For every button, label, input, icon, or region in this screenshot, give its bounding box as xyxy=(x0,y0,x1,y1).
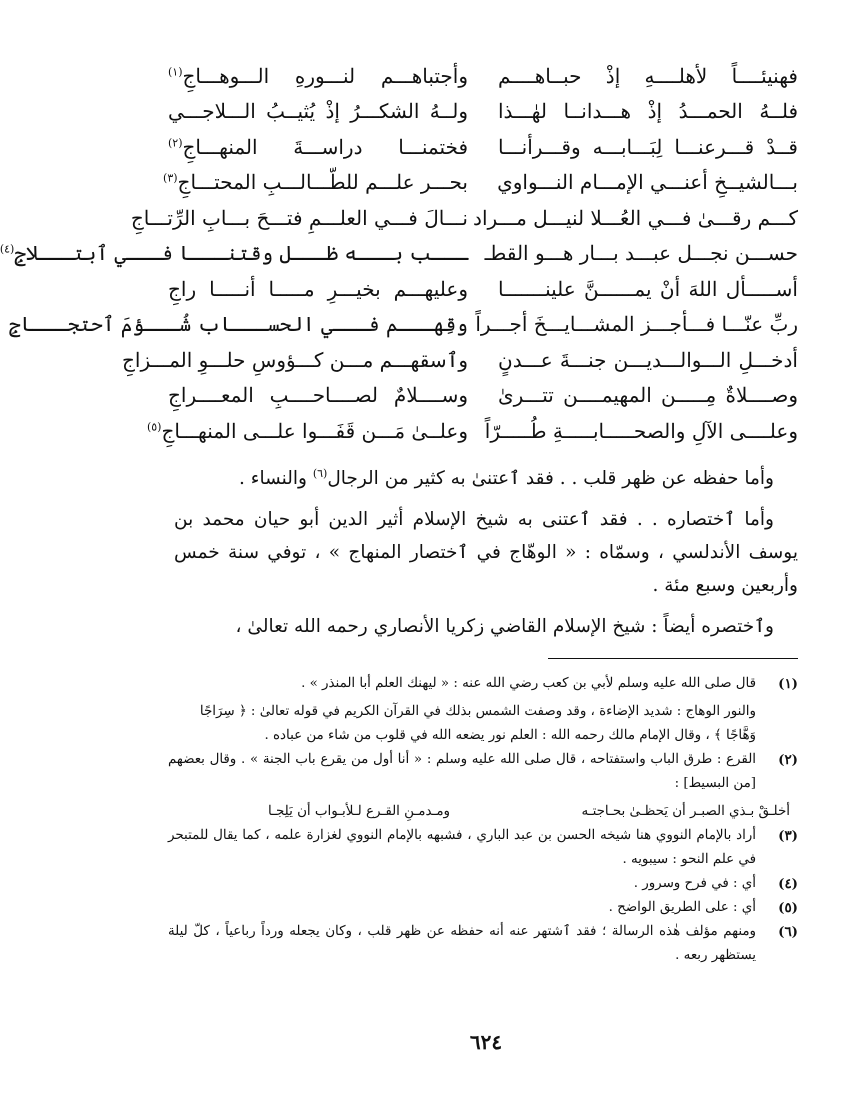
footnote-1-continuation xyxy=(168,700,798,748)
footnote-marker: (٥) xyxy=(146,420,162,434)
footnote-number: (٦) xyxy=(778,924,798,940)
paragraph-text-end: والنساء . xyxy=(239,468,313,489)
verse-second-hemistich xyxy=(146,418,468,443)
hemistich-text: بحـــر علـــم للطّـــالـــبِ المحتـــاجِ xyxy=(177,170,468,195)
verse-first-hemistich: أســـــأل اللهَ أنْ يمــــــنَّ علينـــــــا xyxy=(498,276,798,301)
footnote-marker: (١) xyxy=(168,65,183,79)
footnote-marker: (٦) xyxy=(312,466,328,480)
poem-verse xyxy=(130,200,798,236)
poem-verse xyxy=(122,342,798,378)
paragraph-text: وأما حفظه عن ظهر قلب . . فقد ٱعتنىٰ به كثير من الرجال xyxy=(327,468,774,489)
hemistich-text: وقِهـــم فـــي الحســـاب شُـــؤمَ ٱحتجـــاجِ xyxy=(8,312,468,337)
verse-second-hemistich xyxy=(168,383,468,408)
verse-first-hemistich: بـــالشيــخِ أعنـــي الإمـــام النـــواوي xyxy=(497,170,798,195)
hemistich-text: وعلــىٰ مَـــن قَفَـــوا علـــى المنهـــاجِ xyxy=(161,418,468,443)
verse-second-hemistich xyxy=(130,205,468,230)
footnote-verse xyxy=(168,796,798,824)
poem-verse xyxy=(168,58,798,94)
verse-first-hemistich: كـــم رقـــىٰ فـــي العُـــلا لنيـــل مـــراد xyxy=(473,205,798,230)
hemistich-text: وأجتباهـــم لنـــورهِ الـــوهـــاجِ xyxy=(182,63,468,88)
footnote-separator xyxy=(548,658,798,659)
verse-second-hemistich xyxy=(168,134,468,159)
footnote-marker: (٢) xyxy=(168,136,183,150)
verse-second-hemistich xyxy=(163,170,468,195)
hemistich-text: ـــب بـــه ظـــل وقتنـــا فـــي ٱبتـــلاجِ xyxy=(14,241,468,266)
verse-second-hemistich xyxy=(8,312,468,337)
poem-verse xyxy=(163,165,798,201)
verse-second-hemistich xyxy=(122,347,468,372)
verse-second-hemistich xyxy=(168,276,468,301)
footnote-number: (٥) xyxy=(778,900,798,916)
verse-first-hemistich: وعلــــى الآلِ والصحـــــابـــــةِ طُـــــرّاً xyxy=(484,418,798,443)
verse-first-hemistich: قــدْ قـــرعنـــا لِبَـــابـــه وقـــرأنـــا xyxy=(498,134,798,159)
footnote-number: (٣) xyxy=(778,828,798,844)
hemistich-text: وعليهـــم بخيـــرِ مـــــا أنـــــا راجِ xyxy=(168,276,468,301)
footnote-body xyxy=(168,872,756,896)
footnote-text: أي : على الطريق الواضح . xyxy=(608,900,756,915)
footnote-text: والنور الوهاج : شديد الإضاءة ، وقد وصفت الشمس بذلك في القرآن الكريم في قوله تعالىٰ : ﴿ سِرَاجًا وَهَّاجًا ﴾ ، وقال الإمام مالك رحمه الله : العلم نور يضعه الله في قلوب من شاء من عباده . xyxy=(199,704,756,743)
verse-first-hemistich: أخلـقْ بـذي الصبـر أن يَحظـىٰ بحـاجتـه xyxy=(581,804,790,819)
footnote-body xyxy=(168,896,756,920)
paragraph-memorization xyxy=(174,462,798,495)
verse-first-hemistich: ربِّ عنّـــا فـــأجـــز المشـــايـــخَ أجـــراً xyxy=(475,312,798,337)
verse-second-hemistich xyxy=(0,241,468,266)
footnotes xyxy=(168,672,798,968)
hemistich-text: وٱسقهـــم مـــن كـــؤوسِ حلـــوِ المـــزاجِ xyxy=(122,347,468,372)
hemistich-text: نـــالَ فـــي العلـــمِ فتـــحَ بـــابِ الرِّتـــاجِ xyxy=(130,205,468,230)
poem-verse xyxy=(168,271,798,307)
footnote-6 xyxy=(168,920,798,968)
poem-verse xyxy=(168,378,798,414)
footnote-4 xyxy=(168,872,798,896)
verse-first-hemistich: حســـن نجـــل عبـــد بـــار هـــو القطـ xyxy=(484,241,798,266)
paragraph-abridgement: وأما ٱختصاره . . فقد ٱعتنى به شيخ الإسلام أثير الدين أبو حيان محمد بن يوسف الأندلسي ، وسمّاه : « الوهّاج في ٱختصار المنهاج » ، توفي سنة خمس وأربعين وسبع مئة . xyxy=(174,509,798,596)
footnote-body xyxy=(168,824,756,872)
verse-second-hemistich xyxy=(168,63,468,88)
footnote-number: (٤) xyxy=(778,876,798,892)
footnote-5 xyxy=(168,896,798,920)
footnote-1 xyxy=(168,672,798,696)
hemistich-text: فختمنـــا دراســـةَ المنهـــاجِ xyxy=(182,134,468,159)
verse-first-hemistich: وصــــلاةٌ مِـــــن المهيمــــن تتـــرىٰ xyxy=(498,383,798,408)
footnote-text: قال صلى الله عليه وسلم لأبي بن كعب رضي الله عنه : « ليهنك العلم أبا المنذر » . xyxy=(301,676,756,691)
verse-first-hemistich: فلــهُ الحمـــدُ إذْ هـــدانــا لهٰـــذا xyxy=(498,99,798,124)
poem-verse xyxy=(146,413,798,449)
verse-first-hemistich: فهنيئــــاً لأهلــــهِ إذْ حبــاهــــم xyxy=(498,63,798,88)
page-number: ٦٢٤ xyxy=(469,1030,503,1054)
footnote-text: أراد بالإمام النووي هنا شيخه الحسن بن عبد الباري ، فشبهه بالإمام النووي لغزارة علمه ، كما يقال للمتبحر في علم النحو : سيبويه . xyxy=(168,828,756,867)
footnote-number: (٢) xyxy=(778,752,798,768)
poem-verse xyxy=(0,236,798,272)
hemistich-text: ولــهُ الشكـــرُ إذْ يُثيــبُ الـــلاجـــي xyxy=(168,99,468,124)
footnote-2 xyxy=(168,748,798,796)
verse-first-hemistich: أدخـــلِ الـــوالـــديـــن جنـــةَ عـــدنٍ xyxy=(498,347,798,372)
footnote-body xyxy=(168,672,756,696)
footnote-body xyxy=(168,920,756,968)
paragraph-abridgement-zakariya: وٱختصره أيضاً : شيخ الإسلام القاضي زكريا الأنصاري رحمه الله تعالىٰ ، xyxy=(235,616,774,637)
poem-verse xyxy=(168,129,798,165)
footnote-body xyxy=(168,748,756,796)
verse-second-hemistich: ومـدمـنِ القـرع لـلأبـواب أن يَلِجـا xyxy=(268,804,451,819)
footnote-marker: (٣) xyxy=(163,171,178,185)
footnote-text: أي : في فرح وسرور . xyxy=(633,876,756,891)
footnote-text: ومنهم مؤلف هٰذه الرسالة ؛ فقد ٱشتهر عنه أنه حفظه عن ظهر قلب ، وكان يجعله ورداً رباعياً ، كلّ ليلة يستظهر ربعه . xyxy=(168,924,756,963)
poem-verse xyxy=(8,307,798,343)
footnote-marker: (٤) xyxy=(0,242,15,256)
poem-verse xyxy=(168,94,798,130)
footnote-text: القرع : طرق الباب واستفتاحه ، قال صلى الله عليه وسلم : « أنا أول من يقرع باب الجنة » . وقال بعضهم [من البسيط] : xyxy=(168,752,756,791)
poem-block xyxy=(0,58,798,449)
footnote-3 xyxy=(168,824,798,872)
body-text xyxy=(174,462,798,643)
footnote-number: (١) xyxy=(778,676,798,692)
hemistich-text: وســــلامٌ لصــــاحــــبِ المعــــراجِ xyxy=(168,383,468,408)
verse-second-hemistich xyxy=(168,99,468,124)
